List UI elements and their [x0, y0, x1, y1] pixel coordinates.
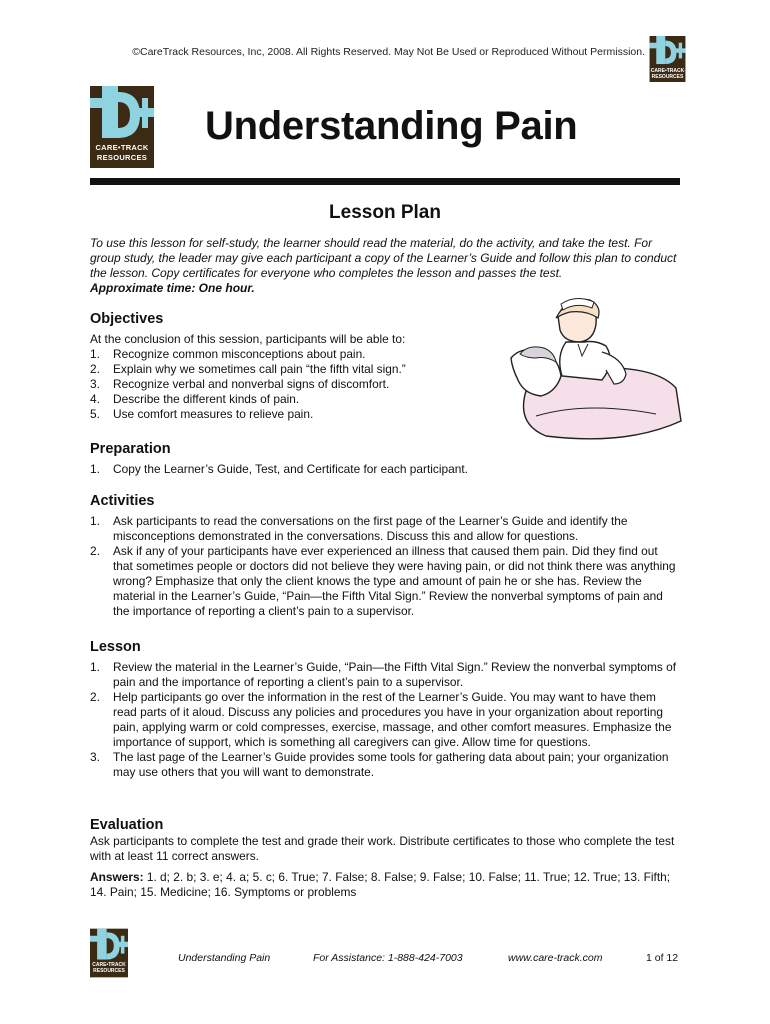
- item-text: Use comfort measures to relieve pain.: [113, 407, 314, 421]
- item-text: The last page of the Learner’s Guide provides some tools for gathering data about pain; your organization may use others that you will want to demonstrate.: [113, 750, 669, 779]
- evaluation-heading: Evaluation: [90, 817, 164, 833]
- list-item: [90, 407, 510, 422]
- logo-small-line2: RESOURCES: [651, 74, 684, 80]
- logo-large-text: [90, 143, 154, 163]
- activities-section: [90, 493, 680, 619]
- lesson-section: [90, 639, 680, 780]
- intro-text: To use this lesson for self-study, the learner should read the material, do the activity, and take the test. For group study, the leader may give each participant a copy of the Learner’s Guide and follow this plan to conduct the lesson. Copy certificates for everyone who completes the lesson and passes the test.: [90, 236, 677, 280]
- objectives-list: [90, 347, 510, 422]
- title-divider: [90, 178, 680, 185]
- caretrack-logo-footer: [90, 928, 128, 978]
- item-text: Help participants go over the information in the rest of the Learner’s Guide. You may want to have them read parts of it aloud. Discuss any policies and procedures you have in your organization about reporting pain, applying warm or cold compresses, exercise, massage, and other comfort measures. Emphasize the importance of support, which is something all caregivers can give. Allow time for questions.: [113, 690, 672, 749]
- item-number: 2.: [90, 690, 100, 704]
- activities-heading: Activities: [90, 493, 155, 509]
- list-item: [90, 347, 510, 362]
- list-item: [90, 544, 680, 619]
- activities-list: [90, 514, 680, 619]
- list-item: [90, 660, 680, 690]
- caretrack-logo-small: [649, 36, 686, 82]
- item-number: 1.: [90, 347, 100, 361]
- objectives-section: [90, 311, 510, 422]
- item-text: Ask if any of your participants have ever experienced an illness that caused them pain. Did they find out that sometimes people or doctors did not believe they were having pain, or did not think there was anything wrong? Emphasize that only the client knows the type and amount of pain he or she has. Review the material in the Learner’s Guide, “Pain—the Fifth Vital Sign.” Review the nonverbal symptoms of pain and the importance of reporting a client’s pain to a supervisor.: [113, 544, 676, 618]
- preparation-list: [90, 462, 680, 477]
- preparation-heading: Preparation: [90, 441, 171, 457]
- item-text: Explain why we sometimes call pain “the fifth vital sign.”: [113, 362, 406, 376]
- list-item: [90, 392, 510, 407]
- footer-page-number: 1 of 12: [646, 952, 679, 964]
- item-text: Recognize common misconceptions about pain.: [113, 347, 366, 361]
- logo-large-line2: RESOURCES: [96, 153, 148, 162]
- lesson-plan-heading: Lesson Plan: [329, 202, 441, 223]
- logo-footer-text: [90, 962, 128, 974]
- item-text: Ask participants to read the conversations on the first page of the Learner’s Guide and identify the misconceptions demonstrated in the conversations. Discuss this and allow for questions.: [113, 514, 628, 543]
- item-text: Copy the Learner’s Guide, Test, and Certificate for each participant.: [113, 462, 468, 476]
- item-text: Review the material in the Learner’s Guide, “Pain—the Fifth Vital Sign.” Review the nonverbal symptoms of pain and the importance of reporting a client’s pain to a supervisor.: [113, 660, 677, 689]
- item-number: 2.: [90, 362, 100, 376]
- evaluation-text: Ask participants to complete the test and grade their work. Distribute certificates to those who complete the test with at least 11 correct answers.: [90, 834, 675, 863]
- list-item: [90, 690, 680, 750]
- approximate-time: Approximate time: One hour.: [90, 281, 255, 295]
- list-item: [90, 462, 680, 477]
- item-text: Recognize verbal and nonverbal signs of discomfort.: [113, 377, 390, 391]
- answers-text: 1. d; 2. b; 3. e; 4. a; 5. c; 6. True; 7. False; 8. False; 9. False; 10. False; 11. True; 12. True; 13. Fifth; 14. Pain; 15. Medicine; 16. Symptoms or problems: [90, 870, 671, 899]
- item-number: 3.: [90, 750, 100, 764]
- logo-small-text: [649, 68, 686, 80]
- item-number: 5.: [90, 407, 100, 421]
- caretrack-logo-large: [90, 86, 154, 168]
- logo-large-line1: CARE•TRACK: [95, 143, 149, 152]
- item-number: 1.: [90, 660, 100, 674]
- evaluation-section: [90, 817, 680, 900]
- intro-paragraph: [90, 236, 680, 296]
- answer-key: [90, 870, 680, 900]
- logo-small-line1: CARE•TRACK: [650, 68, 685, 74]
- list-item: [90, 514, 680, 544]
- list-item: [90, 362, 510, 377]
- item-text: Describe the different kinds of pain.: [113, 392, 300, 406]
- item-number: 4.: [90, 392, 100, 406]
- logo-footer-line2: RESOURCES: [93, 968, 125, 974]
- list-item: [90, 750, 680, 780]
- logo-footer-line1: CARE•TRACK: [92, 962, 126, 968]
- footer-website[interactable]: www.care-track.com: [508, 952, 603, 964]
- answers-label: Answers:: [90, 870, 144, 884]
- objectives-lead: At the conclusion of this session, participants will be able to:: [90, 332, 406, 346]
- item-number: 1.: [90, 514, 100, 528]
- lesson-heading: Lesson: [90, 639, 141, 655]
- list-item: [90, 377, 510, 392]
- footer-assistance: For Assistance: 1-888-424-7003: [313, 952, 463, 964]
- item-number: 2.: [90, 544, 100, 558]
- copyright-notice: ©CareTrack Resources, Inc, 2008. All Rights Reserved. May Not Be Used or Reproduced Without Permission.: [132, 46, 645, 58]
- item-number: 1.: [90, 462, 100, 476]
- objectives-heading: Objectives: [90, 311, 164, 327]
- page-title: Understanding Pain: [205, 104, 578, 148]
- nurse-patient-illustration: [506, 296, 684, 444]
- item-number: 3.: [90, 377, 100, 391]
- footer-doc-title: Understanding Pain: [178, 952, 271, 964]
- preparation-section: [90, 441, 680, 477]
- lesson-list: [90, 660, 680, 780]
